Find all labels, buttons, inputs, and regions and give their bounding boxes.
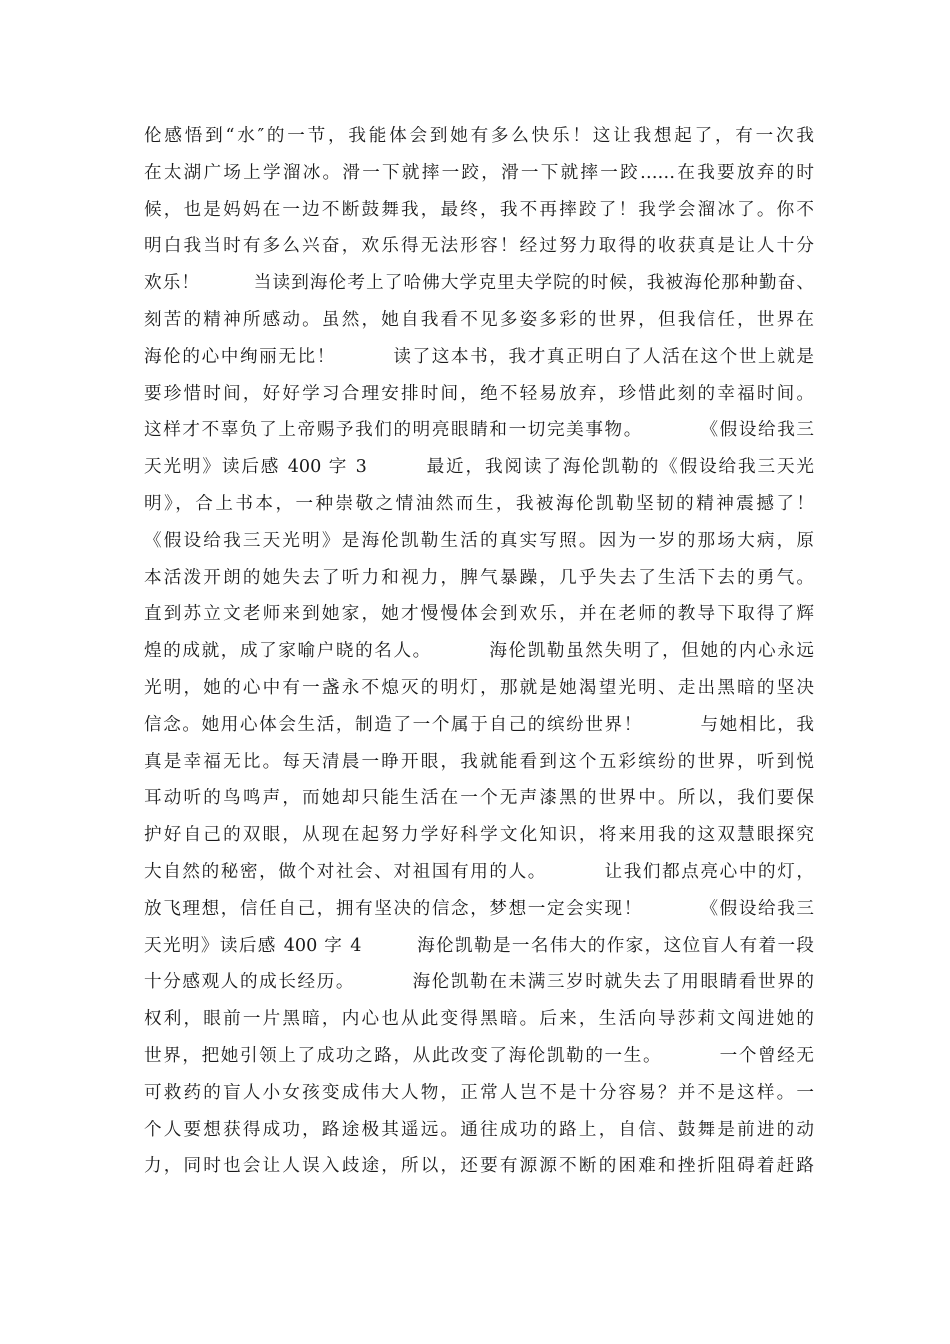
- text-line: 《假设给我三天光明》是海伦凯勒生活的真实写照。因为一岁的那场大病，原: [144, 530, 814, 551]
- text-line: 权利，眼前一片黑暗，内心也从此变得黑暗。后来，生活向导莎莉文闯进她的: [144, 1009, 814, 1030]
- text-line: 护好自己的双眼，从现在起努力学好科学文化知识，将来用我的这双慧眼探究: [144, 825, 814, 846]
- text-line: 十分感观人的成长经历。 海伦凯勒在未满三岁时就失去了用眼睛看世界的: [144, 972, 814, 993]
- text-line: 这样才不辜负了上帝赐予我们的明亮眼睛和一切完美事物。 《假设给我三: [144, 420, 814, 441]
- text-line: 真是幸福无比。每天清晨一睁开眼，我就能看到这个五彩缤纷的世界，听到悦: [144, 751, 814, 772]
- text-line: 直到苏立文老师来到她家，她才慢慢体会到欢乐，并在老师的教导下取得了辉: [144, 604, 814, 625]
- text-line: 候，也是妈妈在一边不断鼓舞我，最终，我不再摔跤了！我学会溜冰了。你不: [144, 199, 814, 220]
- text-line: 伦感悟到“水″的一节，我能体会到她有多么快乐！这让我想起了，有一次我: [144, 126, 814, 146]
- text-line: 明》，合上书本，一种崇敬之情油然而生，我被海伦凯勒坚韧的精神震撼了！: [144, 493, 814, 514]
- text-line: 煌的成就，成了家喻户晓的名人。 海伦凯勒虽然失明了，但她的内心永远: [144, 641, 814, 662]
- text-line: 在太湖广场上学溜冰。滑一下就摔一跤，滑一下就摔一跤……在我要放弃的时: [144, 162, 814, 183]
- text-line: 欢乐！ 当读到海伦考上了哈佛大学克里夫学院的时候，我被海伦那种勤奋、: [144, 273, 814, 294]
- text-line: 可救药的盲人小女孩变成伟大人物，正常人岂不是十分容易？并不是这样。一: [144, 1082, 814, 1103]
- text-line: 信念。她用心体会生活，制造了一个属于自己的缤纷世界！ 与她相比，我: [144, 714, 814, 735]
- text-line: 个人要想获得成功，路途极其遥远。通往成功的路上，自信、鼓舞是前进的动: [144, 1119, 814, 1140]
- text-line: 明白我当时有多么兴奋，欢乐得无法形容！经过努力取得的收获真是让人十分: [144, 236, 814, 257]
- text-line: 海伦的心中绚丽无比！ 读了这本书，我才真正明白了人活在这个世上就是: [144, 346, 814, 367]
- text-line: 光明，她的心中有一盏永不熄灭的明灯，那就是她渴望光明、走出黑暗的坚决: [144, 677, 814, 698]
- body-text: [144, 118, 814, 1185]
- text-line: 要珍惜时间，好好学习合理安排时间，绝不轻易放弃，珍惜此刻的幸福时间。: [144, 383, 814, 404]
- text-line: 世界，把她引领上了成功之路，从此改变了海伦凯勒的一生。 一个曾经无: [144, 1045, 814, 1066]
- text-line: 力，同时也会让人误入歧途，所以，还要有源源不断的困难和挫折阻碍着赶路: [144, 1156, 814, 1177]
- text-line: 天光明》读后感 400 字 3 最近，我阅读了海伦凯勒的《假设给我三天光: [144, 457, 814, 478]
- text-line: 耳动听的鸟鸣声，而她却只能生活在一个无声漆黑的世界中。所以，我们要保: [144, 788, 814, 809]
- text-line: 大自然的秘密，做个对社会、对祖国有用的人。 让我们都点亮心中的灯，: [144, 861, 814, 882]
- text-line: 放飞理想，信任自己，拥有坚决的信念，梦想一定会实现！ 《假设给我三: [144, 898, 814, 919]
- text-line: 刻苦的精神所感动。虽然，她自我看不见多姿多彩的世界，但我信任，世界在: [144, 309, 814, 330]
- text-line: 本活泼开朗的她失去了听力和视力，脾气暴躁，几乎失去了生活下去的勇气。: [144, 567, 814, 588]
- text-line: 天光明》读后感 400 字 4 海伦凯勒是一名伟大的作家，这位盲人有着一段: [144, 935, 814, 956]
